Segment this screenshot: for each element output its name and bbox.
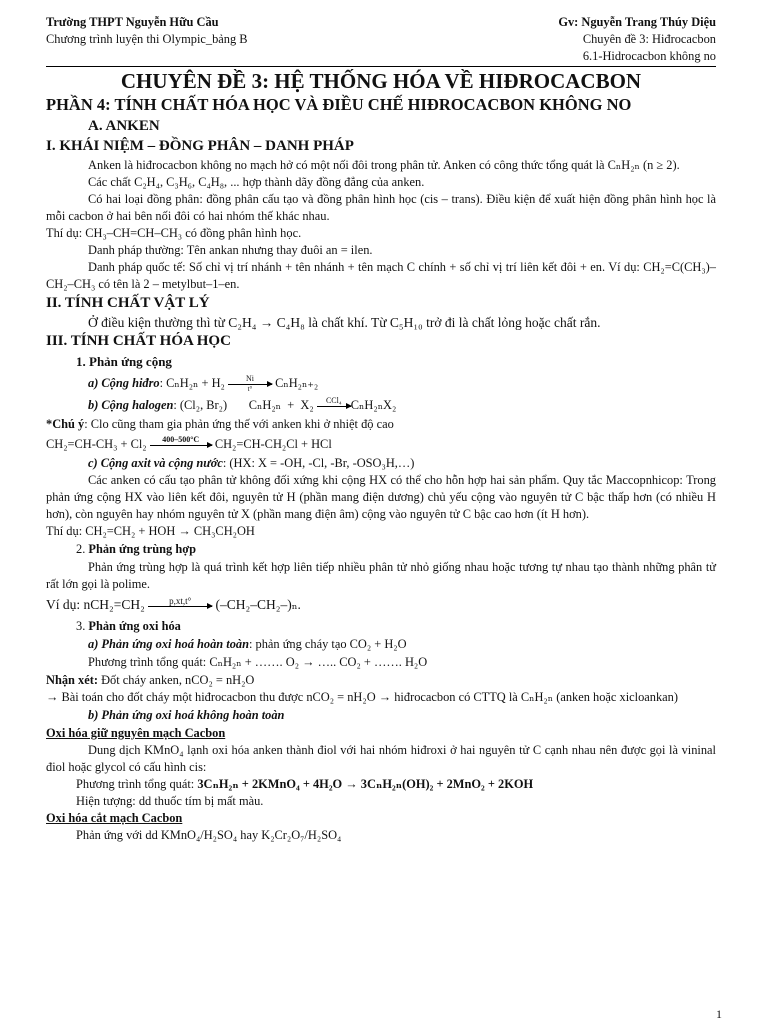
- reaction-3-number: 3.: [76, 619, 89, 633]
- page-number: 1: [716, 1007, 722, 1021]
- arrow-condition-top: Ni: [245, 374, 254, 384]
- kmno4-equation: [46, 776, 716, 793]
- polymerization-reactant: Ví dụ: nCH₂=CH₂: [46, 597, 145, 612]
- kmno4-paragraph: Dung dịch KMnO₄ lạnh oxi hóa anken thành điol với hai nhóm hiđroxi ở hai nguyên tử C cạnh nhau nên được gọi là vininal điol hoặc glycol có cấu hình cis:: [46, 743, 716, 774]
- cleave-chain-paragraph: Phản ứng với dd KMnO₄/H₂SO₄ hay K₂Cr₂O₇/H₂SO₄: [76, 828, 342, 842]
- teacher-name: Gv: Nguyễn Trang Thúy Diệu: [558, 15, 716, 29]
- reaction-3-heading: [46, 617, 716, 636]
- reaction-arrow: [150, 436, 212, 454]
- addition-hydrogen-line: [46, 372, 716, 394]
- addition-halogen-reactants: : (Cl₂, Br₂) CₙH₂ₙ + X₂: [173, 398, 314, 412]
- addition-hydrogen-product: CₙH₂ₙ₊₂: [275, 376, 319, 390]
- header-row-1: [46, 14, 716, 31]
- addition-halogen-label: b) Cộng halogen: [88, 398, 174, 412]
- addition-halogen-product: CₙH₂ₙX₂: [350, 398, 397, 412]
- polymerization-paragraph: Phản ứng trùng hợp là quá trình kết hợp liên tiếp nhiều phân tử nhỏ giống nhau hoặc tương tự nhau tạo thành những phân tử rất lớn gọi là polime.: [46, 560, 716, 591]
- s1-paragraph-2: Các chất C₂H₄, C₃H₆, C₄H₈, ... hợp thành dãy đồng đẳng của anken.: [88, 175, 425, 189]
- s1-paragraph-3: Có hai loại đồng phân: đồng phân cấu tạo và đồng phân hình học (cis – trans). Điều kiện để xuất hiện đồng phân hình học là mỗi cacbon ở hai bên nối đôi có hai nhóm thế khác nhau.: [46, 192, 716, 223]
- reaction-1-heading: 1. Phản ứng cộng: [76, 354, 172, 369]
- section-2-heading: II. TÍNH CHẤT VẬT LÝ: [46, 295, 210, 311]
- s1-paragraph-6: Danh pháp quốc tế: Số chỉ vị trí nhánh + tên nhánh + tên mạch C chính + số chỉ vị trí liên kết đôi + en. Ví dụ: CH₂=C(CH₃)–CH₂–CH₃ có tên là 2 – metylbut–1–en.: [46, 260, 716, 291]
- s1-paragraph-5: Danh pháp thường: Tên ankan nhưng thay đuôi an = ilen.: [88, 243, 373, 257]
- observation-label: Nhận xét:: [46, 673, 98, 687]
- complete-oxidation-line: [46, 636, 716, 653]
- oxidation-cleave-chain-heading: Oxi hóa cắt mạch Cacbon: [46, 811, 183, 825]
- addition-hydrogen-reactants: : CₙH₂ₙ + H₂: [159, 376, 225, 390]
- polymerization-equation: [46, 593, 716, 617]
- incomplete-oxidation-label: b) Phản ứng oxi hoá không hoàn toàn: [88, 708, 285, 722]
- arrow-condition-top: p,xt,t°: [169, 595, 192, 606]
- chlorination-products: CH₂=CH-CH₂Cl + HCl: [214, 437, 332, 451]
- subtopic-name: 6.1-Hidrocacbon không no: [582, 49, 716, 63]
- section-1-heading: I. KHÁI NIỆM – ĐỒNG PHÂN – DANH PHÁP: [46, 138, 354, 154]
- page-title: CHUYÊN ĐỀ 3: HỆ THỐNG HÓA VỀ HIĐROCACBON: [120, 69, 642, 93]
- observation-line: [46, 672, 716, 689]
- note-label: *Chú ý: [46, 417, 85, 431]
- note-line: [46, 416, 716, 433]
- observation-conclusion: → Bài toán cho đốt cháy một hiđrocacbon thu được nCO₂ = nH₂O → hiđrocacbon có CTTQ là CₙH₂ₙ (anken hoặc xicloankan): [46, 690, 678, 704]
- s1-paragraph-4: Thí dụ: CH₃–CH=CH–CH₃ có đồng phân hình học.: [46, 226, 302, 240]
- header-row-3: [46, 48, 716, 65]
- complete-oxidation-text: : phản ứng cháy tạo CO₂ + H₂O: [248, 637, 407, 651]
- addition-acid-label: c) Cộng axit và cộng nước: [88, 456, 223, 470]
- s2-paragraph-1: Ở điều kiện thường thì từ C₂H₄ → C₄H₈ là chất khí. Từ C₅H₁₀ trở đi là chất lỏng hoặc chất rắn.: [88, 315, 601, 330]
- section-3-heading: III. TÍNH CHẤT HÓA HỌC: [46, 333, 231, 349]
- reaction-2-title: Phản ứng trùng hợp: [88, 542, 196, 556]
- chlorination-equation: [46, 433, 716, 455]
- kmno4-equation-label: Phương trình tổng quát:: [76, 777, 198, 791]
- reaction-arrow: [148, 597, 212, 615]
- header-row-2: [46, 31, 716, 48]
- topic-name: Chuyên đề 3: Hiđrocacbon: [582, 32, 716, 46]
- part-title: PHẦN 4: TÍNH CHẤT HÓA HỌC VÀ ĐIỀU CHẾ HIĐROCACBON KHÔNG NO: [46, 95, 632, 114]
- chlorination-reactants: CH₂=CH-CH₃ + Cl₂: [46, 437, 147, 451]
- addition-halogen-line: [46, 394, 716, 416]
- arrow-condition-bottom: t°: [247, 385, 253, 394]
- note-text: : Clo cũng tham gia phản ứng thế với anken khi ở nhiệt độ cao: [84, 417, 394, 431]
- kmno4-equation-formula: 3CₙH₂ₙ + 2KMnO₄ + 4H₂O → 3CₙH₂ₙ(OH)₂ + 2MnO₂ + 2KOH: [197, 777, 534, 791]
- reaction-arrow: [317, 397, 351, 415]
- observation-text: Đốt cháy anken, nCO₂ = nH₂O: [97, 673, 255, 687]
- hydration-example: Thí dụ: CH₂=CH₂ + HOH → CH₃CH₂OH: [46, 524, 255, 538]
- section-a-title: A. ANKEN: [88, 118, 160, 134]
- kmno4-phenomenon: Hiện tượng: dd thuốc tím bị mất màu.: [76, 794, 264, 808]
- reaction-2-number: 2.: [76, 542, 89, 556]
- reaction-2-heading: [46, 540, 716, 559]
- s1-paragraph-1: Anken là hiđrocacbon không no mạch hở có một nối đôi trong phân tử. Anken có công thức tổng quát là CₙH₂ₙ (n ≥ 2).: [88, 158, 680, 172]
- arrow-condition-top: 400–500°C: [162, 435, 200, 445]
- school-name: Trường THPT Nguyễn Hữu Cầu: [46, 15, 219, 29]
- markovnikov-paragraph: Các anken có cấu tạo phân tử không đối xứng khi cộng HX có thể cho hỗn hợp hai sản phẩm. Quy tắc Maccopnhicop: Trong phản ứng cộng HX vào liên kết đôi, nguyên tử H (phần mang điện dương) chủ yếu cộng vào nguyên tử C bậc thấp hơn (có nhiều H hơn), còn nguyên hay nhóm nguyên tử X (phần mang điện âm) cộng vào nguyên tử C bậc cao hơn (ít H hơn).: [46, 473, 716, 521]
- combustion-equation: Phương trình tổng quát: CₙH₂ₙ + ……. O₂ → ….. CO₂ + ……. H₂O: [88, 655, 428, 669]
- addition-acid-line: [46, 455, 716, 472]
- complete-oxidation-label: a) Phản ứng oxi hoá hoàn toàn: [88, 637, 249, 651]
- reaction-3-title: Phản ứng oxi hóa: [88, 619, 181, 633]
- header-divider: [46, 66, 716, 67]
- polymerization-product: (–CH₂–CH₂–)ₙ.: [215, 597, 301, 612]
- reaction-arrow: [228, 375, 272, 393]
- program-name: Chương trình luyện thi Olympic_bảng B: [46, 32, 248, 46]
- addition-hydrogen-label: a) Cộng hiđro: [88, 376, 160, 390]
- addition-acid-text: : (HX: X = -OH, -Cl, -Br, -OSO₃H,…): [222, 456, 415, 470]
- arrow-condition-top: CCl₄: [325, 396, 342, 406]
- oxidation-keep-chain-heading: Oxi hóa giữ nguyên mạch Cacbon: [46, 726, 226, 740]
